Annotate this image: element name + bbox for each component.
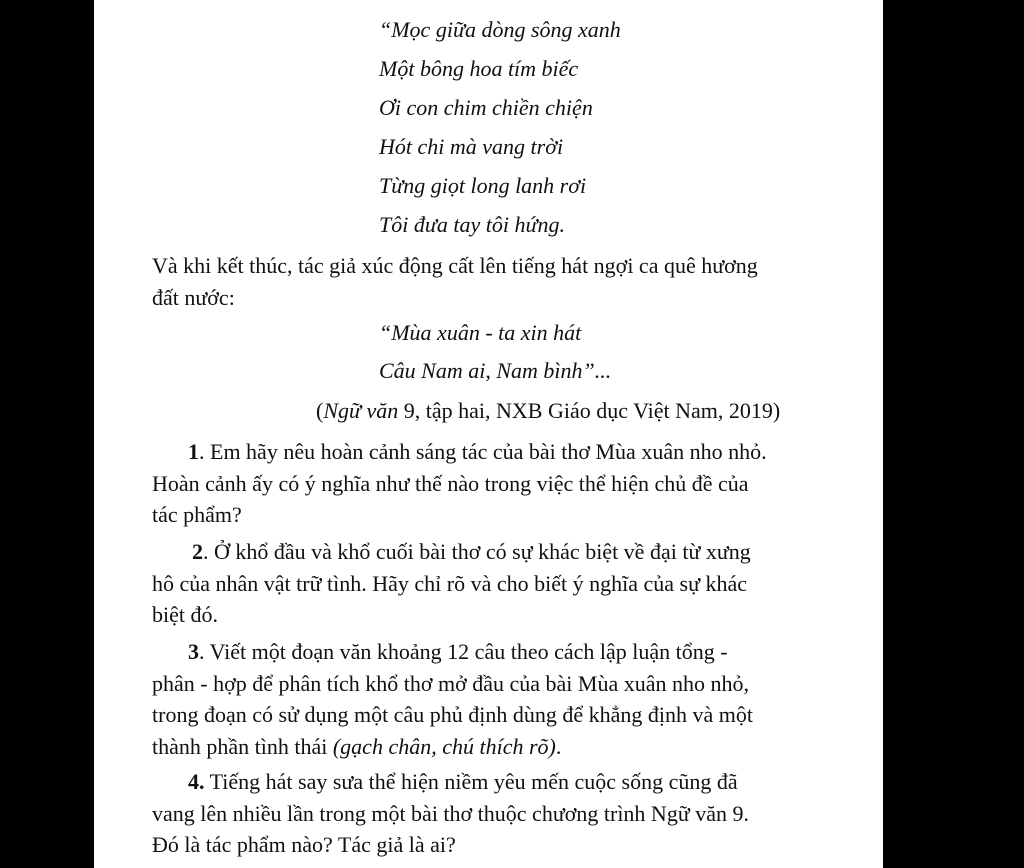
question-note: (gạch chân, chú thích rõ): [332, 733, 556, 759]
question-text: thành phần tình thái: [152, 733, 333, 759]
question-1: [152, 436, 842, 531]
question-text: Tiếng hát say sưa thể hiện niềm yêu mến cuộc sống cũng đã: [204, 769, 738, 794]
question-text: . Viết một đoạn văn khoảng 12 câu theo cách lập luận tổng -: [199, 639, 728, 664]
question-number: 1: [188, 439, 199, 464]
question-text: . Em hãy nêu hoàn cảnh sáng tác của bài thơ Mùa xuân nho nhỏ.: [199, 439, 767, 464]
question-text: .: [555, 733, 562, 759]
question-number: 3: [188, 639, 199, 664]
question-number: 4.: [188, 769, 205, 794]
question-text: phân - hợp để phân tích khổ thơ mở đầu của bài Mùa xuân nho nhỏ,: [152, 670, 749, 696]
question-text: tác phẩm?: [152, 502, 242, 527]
question-text: trong đoạn có sử dụng một câu phủ định dùng để khẳng định và một: [152, 702, 753, 727]
source-rest: 9, tập hai, NXB Giáo dục Việt Nam, 2019): [398, 398, 781, 423]
question-number: 2: [192, 539, 203, 564]
transition-line-1: Và khi kết thúc, tác giả xúc động cất lên tiếng hát ngợi ca quê hương: [152, 253, 758, 278]
poem-line: “Mọc giữa dòng sông xanh: [379, 17, 621, 42]
poem-line: Một bông hoa tím biếc: [379, 56, 579, 81]
question-text: hô của nhân vật trữ tình. Hãy chỉ rõ và cho biết ý nghĩa của sự khác: [152, 570, 748, 596]
transition-line-2: đất nước:: [152, 284, 235, 310]
poem-line: Từng giọt long lanh rơi: [379, 173, 587, 198]
question-text: . Ở khổ đầu và khổ cuối bài thơ có sự khác biệt về đại từ xưng: [203, 539, 751, 564]
question-text: Đó là tác phẩm nào? Tác giả là ai?: [152, 832, 456, 857]
question-2: [152, 536, 842, 631]
question-4: [152, 766, 842, 861]
source-book-title: Ngữ văn: [323, 398, 399, 423]
question-text: vang lên nhiều lần trong một bài thơ thuộc chương trình Ngữ văn 9.: [152, 800, 750, 826]
source-open: (: [316, 398, 324, 423]
question-3: [152, 636, 842, 762]
document-page: [94, 0, 883, 868]
poem-line: Câu Nam ai, Nam bình”...: [379, 358, 612, 383]
poem-line: Tôi đưa tay tôi hứng.: [379, 212, 565, 237]
question-text: biệt đó.: [152, 602, 218, 627]
transition-paragraph: [152, 250, 832, 313]
question-text: Hoàn cảnh ấy có ý nghĩa như thế nào trong việc thể hiện chủ đề của: [152, 470, 749, 496]
poem-line: Hót chi mà vang trời: [379, 134, 564, 159]
poem-line: Ơi con chim chiền chiện: [379, 95, 593, 120]
source-citation: [316, 396, 780, 426]
poem-line: “Mùa xuân - ta xin hát: [379, 320, 582, 345]
